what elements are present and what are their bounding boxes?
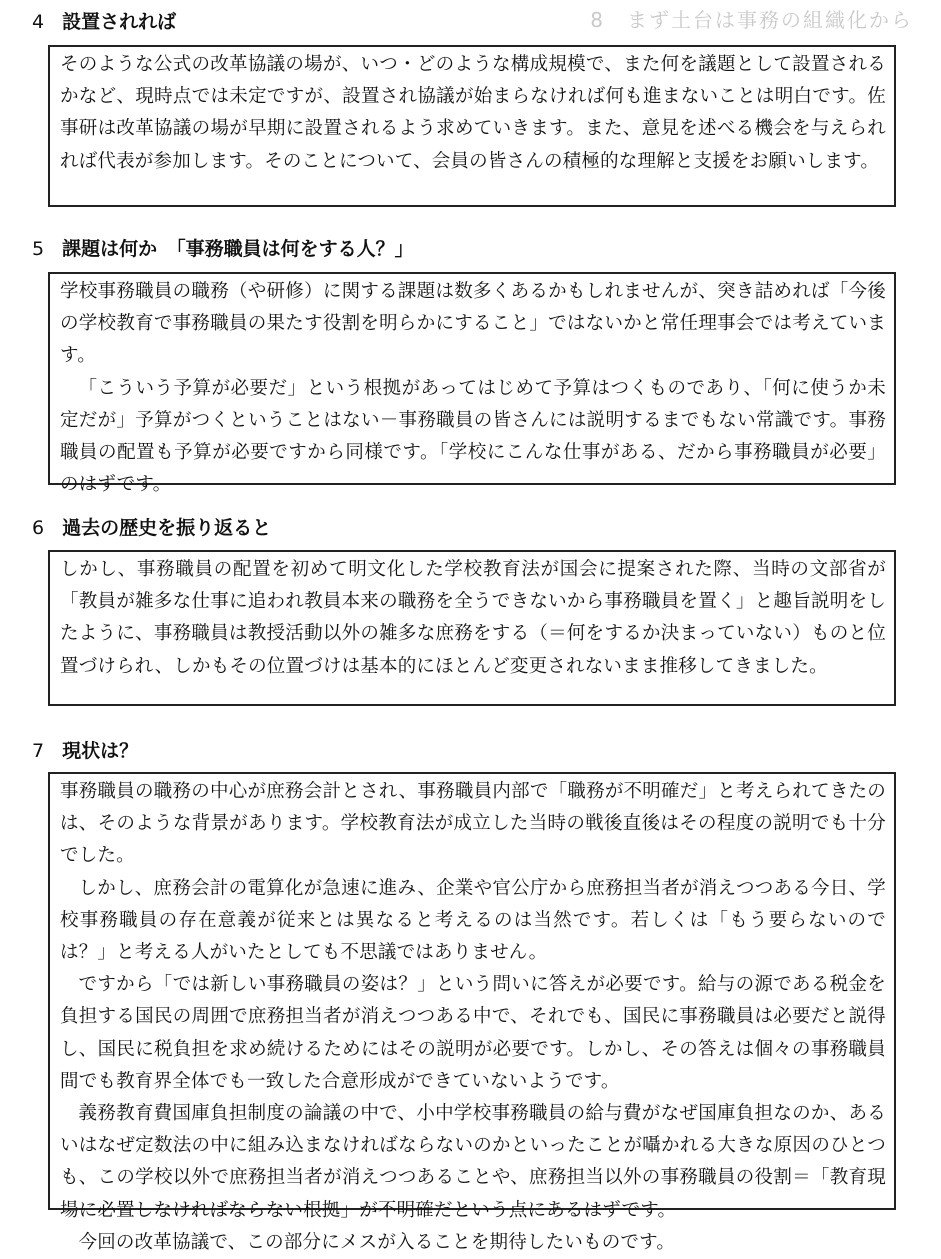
paragraph: 今回の改革協議で、この部分にメスが入ることを期待したいものです。	[78, 1231, 676, 1253]
section-title: 現状は？	[62, 740, 139, 762]
paragraph: しかし、事務職員の配置を初めて明文化した学校教育法が国会に提案された際、当時の文部省が「教員が雑多な仕事に追われ教員本来の職務を全うできないから事務職員を置く」と趣旨説明をしたように、事務職員は教授活動以外の雑多な庶務をする（＝何をするか決まっていない）ものと位置づけられ、しかもその位置づけは基本的にほとんど変更されないまま推移してきました。	[60, 559, 886, 677]
section-heading-6	[32, 514, 271, 542]
bleed-through-header: 8 まず土台は事務の組織化から	[590, 8, 913, 32]
paragraph: ですから「では新しい事務職員の姿は？」という問いに答えが必要です。給与の源である税金を負担する国民の周囲で庶務担当者が消えつつある中で、それでも、国民に事務職員は必要だと説得し、国民に税負担を求め続けるためにはその説明が必要です。しかし、その答えは個々の事務職員間でも教育界全体でも一致した合意形成ができていないようです。	[60, 974, 886, 1092]
section-number: 5	[32, 238, 45, 260]
paragraph: 義務教育費国庫負担制度の論議の中で、小中学校事務職員の給与費がなぜ国庫負担なのか、あるいはなぜ定数法の中に組み込まなければならないのかといったことが囁かれる大きな原因のひとつも、この学校以外で庶務担当者が消えつつあることや、庶務担当以外の事務職員の役割＝「教育現場に必置しなければならない根拠」が不明確だという点にあるはずです。	[60, 1103, 886, 1221]
section-title: 過去の歴史を振り返ると	[62, 517, 272, 539]
paragraph: そのような公式の改革協議の場が、いつ・どのような構成規模で、また何を議題として設置されるかなど、現時点では未定ですが、設置され協議が始まらなければ何も進まないことは明白です。佐事研は改革協議の場が早期に設置されるよう求めていきます。また、意見を述べる機会を与えられれば代表が参加します。そのことについて、会員の皆さんの積極的な理解と支援をお願いします。	[60, 54, 886, 172]
paragraph: 事務職員の職務の中心が庶務会計とされ、事務職員内部で「職務が不明確だ」と考えられてきたのは、そのような背景があります。学校教育法が成立した当時の戦後直後はその程度の説明でも十分でした。	[60, 781, 886, 867]
section-heading-5	[32, 235, 414, 263]
paragraph: 学校事務職員の職務（や研修）に関する課題は数多くあるかもしれませんが、突き詰めれば「今後の学校教育で事務職員の果たす役割を明らかにすること」ではないかと常任理事会では考えています。	[60, 281, 886, 367]
section-number: 7	[32, 740, 45, 762]
section-box-6	[48, 550, 896, 706]
section-box-7	[48, 772, 896, 1253]
section-title: 設置されれば	[62, 11, 177, 33]
paragraph: 「こういう予算が必要だ」という根拠があってはじめて予算はつくものであり、「何に使うか未定だが」予算がつくということはない－事務職員の皆さんには説明するまでもない常識です。事務職員の配置も予算が必要ですから同様です。「学校にこんな仕事がある、だから事務職員が必要」のはずです。	[60, 377, 886, 496]
section-box-5	[48, 272, 896, 496]
section-box-4	[48, 45, 896, 207]
section-heading-4	[32, 8, 176, 36]
section-title: 課題は何か 「事務職員は何をする人？」	[62, 238, 414, 260]
section-number: 6	[32, 517, 45, 539]
section-heading-7	[32, 737, 138, 765]
paragraph: しかし、庶務会計の電算化が急速に進み、企業や官公庁から庶務担当者が消えつつある今日、学校事務職員の存在意義が従来とは異なると考えるのは当然です。若しくは「もう要らないのでは？」と考える人がいたとしても不思議ではありません。	[60, 877, 886, 964]
section-number: 4	[32, 11, 45, 33]
